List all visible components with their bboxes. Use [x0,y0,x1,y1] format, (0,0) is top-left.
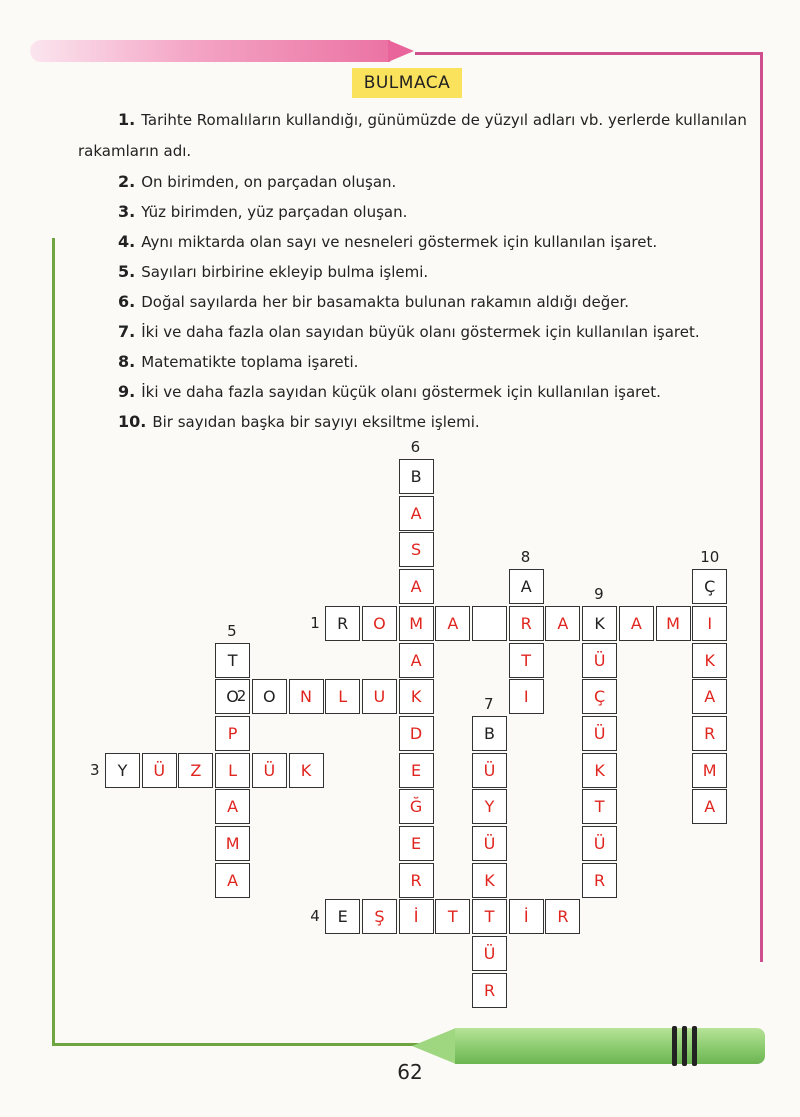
crossword-cell: T [435,899,470,934]
crossword-cell: M [215,826,250,861]
crossword-cell: Ü [252,753,287,788]
clue-item: 2. On birimden, on parçadan oluşan. [118,172,397,191]
crossword-cell: Z [178,753,213,788]
crossword-cell: Ş [362,899,397,934]
crossword-cell: R [399,863,434,898]
crossword-cell: A [399,569,434,604]
crossword-cell: E [399,753,434,788]
crossword-cell: L [325,679,360,714]
crossword-cell: İ [399,899,434,934]
crossword-cell: E [325,899,360,934]
crossword-cell: Ü [582,826,617,861]
clue-number-label: 3 [90,760,100,779]
crossword-cell: A [215,789,250,824]
crossword-cell: Ü [582,643,617,678]
crossword-cell: B [399,459,434,494]
clue-item: 3. Yüz birimden, yüz parçadan oluşan. [118,202,408,221]
crossword-cell [472,606,507,641]
crossword-cell: K [582,753,617,788]
crossword-cell: R [325,606,360,641]
crossword-cell: A [509,569,544,604]
crossword-cell: R [582,863,617,898]
crossword-cell: Y [472,789,507,824]
crossword-cell: I [509,679,544,714]
crossword-cell: A [399,643,434,678]
crossword-cell: T [509,643,544,678]
clue-item: 10. Bir sayıdan başka bir sayıyı eksiltme işlemi. [118,412,480,431]
crossword-cell: T [215,643,250,678]
clue-number-label: 8 [520,548,531,567]
page-title: BULMACA [352,68,462,98]
crossword-cell: A [619,606,654,641]
clue-number-label: 5 [227,621,237,640]
crossword-cell: Ğ [399,789,434,824]
clue-item: 1. Tarihte Romalıların kullandığı, günümüzde de yüzyıl adları vb. yerlerde kullanılan rakamların adı. [78,110,747,160]
crossword-cell: E [399,826,434,861]
clue-item: 5. Sayıları birbirine ekleyip bulma işlemi. [118,262,429,281]
clue-number-label: 1 [310,613,320,632]
clue-item: 4. Aynı miktarda olan sayı ve nesneleri göstermek için kullanılan işaret. [118,232,658,251]
crossword-cell: S [399,532,434,567]
crossword-cell: I [692,606,727,641]
clue-number-label: 6 [410,438,421,456]
crossword-cell: Ü [472,936,507,971]
crossword-cell: M [656,606,691,641]
clue-number-label: 2 [236,687,247,706]
crossword-cell: O [362,606,397,641]
crossword-cell: R [692,716,727,751]
clue-item: 8. Matematikte toplama işareti. [118,352,359,371]
clue-number-label: 10 [700,548,720,567]
page-number: 62 [397,1060,423,1084]
crossword-cell: N [289,679,324,714]
crossword-cell: O [215,679,250,714]
clue-item: 6. Doğal sayılarda her bir basamakta bulunan rakamın aldığı değer. [118,292,630,311]
clue-item: 7. İki ve daha fazla olan sayıdan büyük olanı göstermek için kullanılan işaret. [118,322,700,341]
crossword-cell: A [692,679,727,714]
crossword-cell: A [435,606,470,641]
crossword-cell: İ [509,899,544,934]
crossword-cell: Ü [472,826,507,861]
clue-number-label: 9 [594,584,604,603]
crossword-cell: O [252,679,287,714]
crossword-cell: B [472,716,507,751]
crossword-cell: K [692,643,727,678]
crossword-cell: Ü [472,753,507,788]
crossword-cell: T [472,899,507,934]
crossword-cell: A [215,863,250,898]
crossword-cell: Ü [142,753,177,788]
crossword-cell: D [399,716,434,751]
crossword-cell: K [289,753,324,788]
crossword-cell: R [509,606,544,641]
crossword-cell: A [545,606,580,641]
crossword-cell: R [472,973,507,1008]
crossword-cell: U [362,679,397,714]
crossword-cell: K [472,863,507,898]
crossword-cell: T [582,789,617,824]
crossword-cell: Ç [582,679,617,714]
crossword-cell: M [692,753,727,788]
crossword-cell: Ü [582,716,617,751]
crossword-cell: K [582,606,617,641]
crossword-cell: L [215,753,250,788]
crossword-cell: Ç [692,569,727,604]
clue-item: 9. İki ve daha fazla sayıdan küçük olanı göstermek için kullanılan işaret. [118,382,661,401]
clue-number-label: 4 [310,907,320,926]
crossword-cell: M [399,606,434,641]
crossword-cell: R [545,899,580,934]
crossword-cell: K [399,679,434,714]
crossword-cell: Y [105,753,140,788]
crossword-cell: A [399,496,434,531]
clue-number-label: 7 [484,694,494,713]
crossword-cell: P [215,716,250,751]
crossword-cell: A [692,789,727,824]
